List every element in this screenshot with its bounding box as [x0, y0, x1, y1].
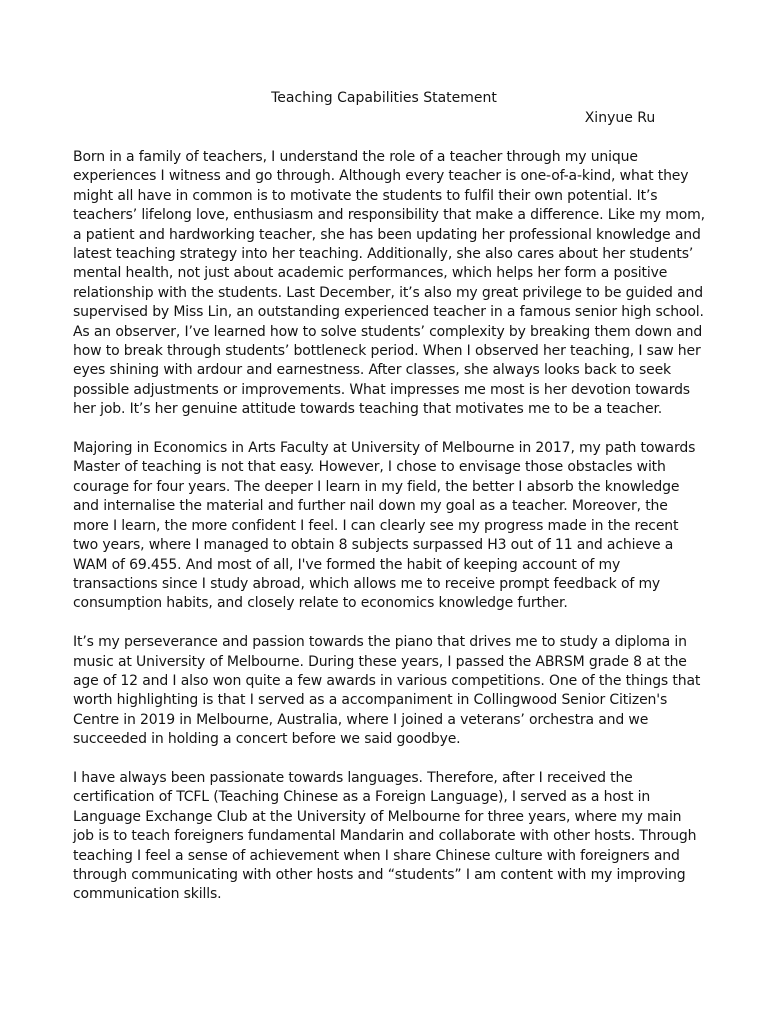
document-author [0, 108, 768, 128]
document-body [73, 148, 705, 924]
author-name: Xinyue Ru [584, 110, 656, 126]
document-title: Teaching Capabilities Statement [271, 90, 497, 106]
paragraph-economics-study: Majoring in Economics in Arts Faculty at University of Melbourne in 2017, my path towards Master of teaching is not that easy. However, I chose to envisage those obstacles with courage for four years. The deeper I learn in my field, the better I absorb the knowledge and internalise the material and further nail down my goal as a teacher. Moreover, the more I learn, the more confident I feel. I can clearly see my progress made in the recent two years, where I managed to obtain 8 subjects surpassed H3 out of 11 and achieve a WAM of 69.455. And most of all, I've formed the habit of keeping account of my transactions since I study abroad, which allows me to receive prompt feedback of my consumption habits, and closely relate to economics knowledge further. [73, 440, 696, 612]
paragraph-music-piano: It’s my perseverance and passion towards the piano that drives me to study a diploma in music at University of Melbourne. During these years, I passed the ABRSM grade 8 at the age of 12 and I also won quite a few awards in various competitions. One of the things that worth highlighting is that I served as a accompaniment in Collingwood Senior Citizen's Centre in 2019 in Melbourne, Australia, where I joined a veterans’ orchestra and we succeeded in holding a concert before we said goodbye. [73, 634, 701, 748]
title-block [0, 88, 768, 128]
paragraph-family-background: Born in a family of teachers, I understand the role of a teacher through my unique experiences I witness and go through. Although every teacher is one-of-a-kind, what they might all have in common is to motivate the students to fulfil their own potential. It’s teachers’ lifelong love, enthusiasm and responsibility that make a difference. Like my mom, a patient and hardworking teacher, she has been updating her professional knowledge and latest teaching strategy into her teaching. Additionally, she also cares about her students’ mental health, not just about academic performances, which helps her form a positive relationship with the students. Last December, it’s also my great privilege to be guided and supervised by Miss Lin, an outstanding experienced teacher in a famous senior high school. As an observer, I’ve learned how to solve students’ complexity by breaking them down and how to break through students’ bottleneck period. When I observed her teaching, I saw her eyes shining with ardour and earnestness. After classes, she always looks back to seek possible adjustments or improvements. What impresses me most is her devotion towards her job. It’s her genuine attitude towards teaching that motivates me to be a teacher. [73, 149, 705, 418]
paragraph-languages: I have always been passionate towards languages. Therefore, after I received the certification of TCFL (Teaching Chinese as a Foreign Language), I served as a host in Language Exchange Club at the University of Melbourne for three years, where my main job is to teach foreigners fundamental Mandarin and collaborate with other hosts. Through teaching I feel a sense of achievement when I share Chinese culture with foreigners and through communicating with other hosts and “students” I am content with my improving communication skills. [73, 769, 697, 903]
